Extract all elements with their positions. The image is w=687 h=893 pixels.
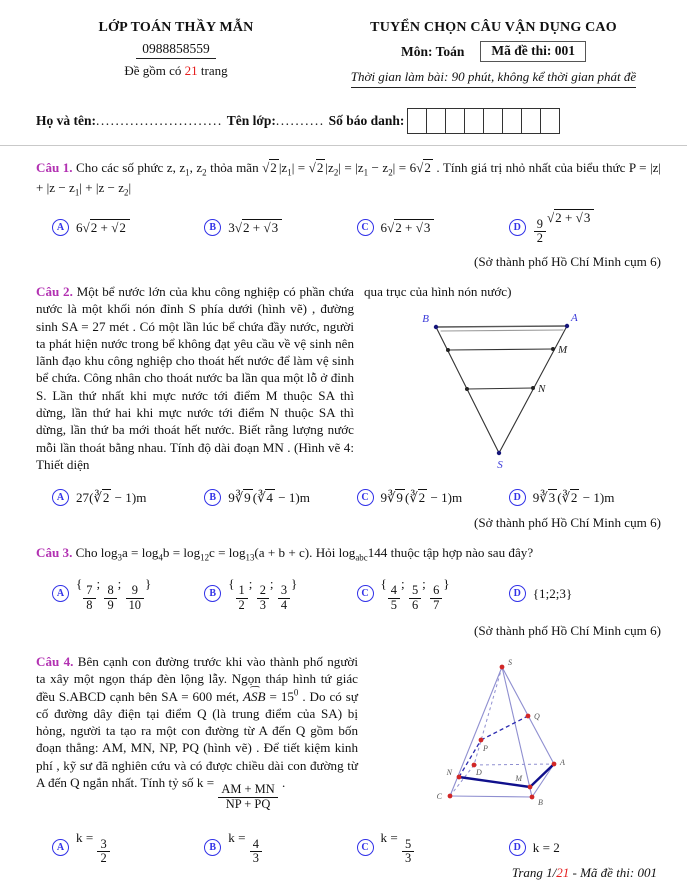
question-4-text-column bbox=[36, 653, 358, 817]
option-text: k = $\frac{5}{3}$ bbox=[381, 829, 416, 866]
page-count-prefix: Đề gồm có bbox=[124, 63, 185, 78]
option-letter: A bbox=[52, 219, 69, 236]
pyramid-label-D: D bbox=[476, 767, 482, 777]
cone-label-B: B bbox=[422, 313, 429, 326]
option-text: 6√2 + √3 bbox=[381, 219, 435, 236]
class-name: LỚP TOÁN THẦY MẪN bbox=[98, 20, 254, 35]
option-c[interactable] bbox=[357, 489, 509, 506]
class-fill-line[interactable]: .......... bbox=[275, 113, 325, 128]
id-box[interactable] bbox=[483, 108, 503, 134]
option-letter: D bbox=[509, 585, 526, 602]
pyramid-point-dots bbox=[448, 664, 557, 799]
option-letter: D bbox=[509, 839, 526, 856]
option-b[interactable] bbox=[204, 489, 356, 506]
page-footer bbox=[512, 865, 657, 881]
page-count-value: 21 bbox=[184, 63, 198, 78]
question-4-body: Bên cạnh con đường trước khi vào thành phố người ta xây một ngọn tháp đèn lộng lẫy. Ngọn tháp hình tứ giác đều S.ABCD cạnh bên SA = 600 mét, ⌢ ASB = $15^0$ . Do có sự cố đường dây điện tại điểm Q (là trung điểm của SA) bị hỏng, người ta tạo ra một con đường từ A đến Q gồm bốn đoạn thẳng: AM, MN, NP, PQ (hình vẽ) . Để tiết kiệm kinh phí , kỹ sư đã nghiên cứu và có được chiều dài con đường từ A đến Q ngắn nhất. Tính tỷ số k = $\frac{AM + MN}{NP + PQ}$ . bbox=[36, 654, 358, 790]
question-3-label: Câu 3. bbox=[36, 544, 73, 560]
page-count-note bbox=[26, 63, 326, 79]
page-count-suffix: trang bbox=[197, 63, 228, 78]
question-2-text-column bbox=[36, 283, 354, 480]
question-2-text bbox=[36, 283, 354, 473]
option-a[interactable] bbox=[52, 829, 204, 866]
footer-page-prefix: Trang 1/ bbox=[511, 865, 557, 880]
exam-code-box: Mã đề thi: 001 bbox=[480, 41, 586, 62]
question-3-body: Cho $\log_3a = \log_4b = \log_{12}c = \log_{13}(a + b + c)$. Hỏi $\log_{abc}144$ thuộc tập hợp nào sau đây? bbox=[75, 544, 534, 563]
cone-label-M: M bbox=[558, 344, 568, 357]
pyramid-label-M: M bbox=[515, 773, 522, 783]
cone-label-S: S bbox=[497, 459, 503, 472]
road-path-hidden bbox=[459, 716, 528, 777]
option-text: $\frac{9}{2}$ √2 + √3 bbox=[533, 209, 595, 246]
question-3-text bbox=[36, 544, 661, 564]
option-c[interactable] bbox=[357, 829, 509, 866]
option-b[interactable] bbox=[204, 829, 356, 866]
cone-labels bbox=[422, 312, 578, 471]
option-letter: B bbox=[204, 219, 221, 236]
question-2 bbox=[36, 283, 661, 531]
pyramid-label-P: P bbox=[483, 743, 488, 753]
edge-DA bbox=[474, 764, 554, 765]
question-4-text bbox=[36, 653, 358, 811]
option-b[interactable] bbox=[204, 575, 356, 612]
option-letter: C bbox=[357, 219, 374, 236]
cone-rim-line bbox=[436, 326, 567, 327]
option-d[interactable] bbox=[509, 489, 661, 506]
phone-number: 0988858559 bbox=[136, 41, 216, 59]
option-text: k = $\frac{4}{3}$ bbox=[228, 829, 263, 866]
cone-vertex-dots bbox=[434, 324, 569, 455]
question-2-label: Câu 2. bbox=[36, 284, 73, 300]
id-box[interactable] bbox=[407, 108, 427, 134]
section-divider bbox=[0, 145, 687, 146]
header-left bbox=[26, 20, 326, 88]
option-text: {1;2;3} bbox=[532, 586, 573, 602]
pyramid-label-A: A bbox=[560, 757, 565, 767]
option-letter: A bbox=[52, 839, 69, 856]
edge-BC bbox=[450, 796, 532, 797]
question-2-source: (Sở thành phố Hồ Chí Minh cụm 6) bbox=[474, 514, 661, 530]
id-box[interactable] bbox=[464, 108, 484, 134]
question-4-figure-column bbox=[368, 653, 661, 817]
question-2-body: Một bể nước lớn của khu công nghiệp có phần chứa nước là một khối nón đỉnh S phía dưới (hình vẽ) , đường sinh SA = 27 mét . Có một lần lúc bể chứa đầy nước, người ta phát hiện nước trong bể không đạt yêu cầu về vệ sinh nên lãnh đạo khu công nghiệp cho thoát hết nước để làm vệ sinh bể chứa. Công nhân cho thoát nước ba lần qua một lỗ ở đỉnh S. Lần thứ nhất khi mực nước tới điểm M thuộc SA thì dừng, lần thứ hai khi mực nước tới điểm N thuộc SA thì dừng, lần thứ ba mới thoát hết nước. Biết rằng lượng nước mỗi lần thoát bằng nhau. Tính độ dài đoạn MN . (Hình vẽ 4: Thiết diện bbox=[36, 284, 354, 472]
exam-title: TUYỂN CHỌN CÂU VẬN DỤNG CAO bbox=[370, 20, 617, 35]
water-level-M-line bbox=[448, 349, 553, 350]
pyramid-label-Q: Q bbox=[534, 711, 540, 721]
cone-label-A: A bbox=[571, 312, 578, 325]
option-letter: C bbox=[357, 585, 374, 602]
student-info-row bbox=[36, 108, 661, 134]
pyramid-hidden-edges bbox=[450, 667, 554, 796]
option-letter: B bbox=[204, 585, 221, 602]
pyramid-label-S: S bbox=[508, 657, 512, 667]
question-3-options bbox=[36, 575, 661, 612]
option-letter: B bbox=[204, 839, 221, 856]
option-text: { $\frac{1}{2}$ ; $\frac{2}{3}$ ; $\frac{3}{4}$ } bbox=[228, 576, 298, 612]
candidate-id-boxes[interactable] bbox=[408, 108, 560, 134]
question-1-body: Cho các số phức z, $z_1$, $z_2$ thỏa mãn √2 $|z_1| = √2$ $|z_2| = |z_1 - z_2| = 6√2$ . Tính giá trị nhỏ nhất của biểu thức $P = |z| + |z - z_1| + |z - z_2|$ bbox=[36, 160, 662, 198]
subject-row bbox=[326, 41, 661, 62]
candidate-id-label: Số báo danh: bbox=[328, 113, 405, 128]
option-c[interactable] bbox=[357, 219, 509, 236]
water-level-N-line bbox=[467, 388, 533, 389]
option-text: 9∛9 (∛2 − 1)m bbox=[380, 490, 463, 506]
question-1-label: Câu 1. bbox=[36, 160, 73, 175]
path-PQ bbox=[481, 716, 528, 740]
question-2-figure-column bbox=[364, 283, 661, 480]
pyramid-label-C: C bbox=[436, 791, 442, 801]
header bbox=[0, 0, 687, 88]
cone-cross-section-figure bbox=[392, 312, 632, 480]
time-note: Thời gian làm bài: 90 phút, không kể thời gian phát đề bbox=[351, 69, 636, 88]
option-d[interactable] bbox=[509, 585, 661, 602]
id-box[interactable] bbox=[540, 108, 560, 134]
name-label: Họ và tên: bbox=[36, 113, 96, 128]
option-a[interactable] bbox=[52, 219, 204, 236]
name-fill-line[interactable]: .......................... bbox=[96, 113, 223, 128]
pyramid-label-B: B bbox=[538, 797, 543, 807]
option-letter: A bbox=[52, 585, 69, 602]
cone-rim-inner-line bbox=[441, 330, 563, 331]
question-2-options bbox=[36, 489, 661, 506]
question-1-source: (Sở thành phố Hồ Chí Minh cụm 6) bbox=[474, 253, 661, 269]
option-text: { $\frac{7}{8}$ ; $\frac{8}{9}$ ; $\frac{9}{10}$ } bbox=[76, 576, 152, 612]
option-b[interactable] bbox=[204, 219, 356, 236]
option-text: k = $\frac{3}{2}$ bbox=[76, 829, 111, 866]
footer-page-total: 21 bbox=[556, 865, 570, 880]
option-d[interactable] bbox=[509, 209, 661, 246]
footer-exam-code: - Mã đề thi: 001 bbox=[569, 865, 657, 880]
option-letter: C bbox=[357, 489, 374, 506]
path-AM bbox=[530, 764, 554, 787]
id-box[interactable] bbox=[426, 108, 446, 134]
road-path-visible bbox=[459, 764, 554, 787]
class-label: Tên lớp: bbox=[226, 113, 276, 128]
option-text: 9∛3 (∛2 − 1)m bbox=[532, 490, 615, 506]
pyramid-labels bbox=[437, 658, 565, 807]
option-letter: D bbox=[509, 489, 526, 506]
option-c[interactable] bbox=[357, 575, 509, 612]
question-4 bbox=[36, 653, 661, 866]
question-2-text-continued: qua trục của hình nón nước) bbox=[364, 284, 512, 300]
id-box[interactable] bbox=[521, 108, 541, 134]
option-d[interactable] bbox=[509, 839, 661, 856]
cone-label-N: N bbox=[538, 383, 546, 396]
option-a[interactable] bbox=[52, 575, 204, 612]
question-4-label: Câu 4. bbox=[36, 653, 74, 669]
question-4-options bbox=[36, 829, 661, 866]
option-a[interactable] bbox=[52, 489, 204, 506]
pyramid-tower-figure bbox=[434, 655, 594, 817]
option-text: 6√2 + √2 bbox=[76, 219, 130, 236]
header-right bbox=[326, 20, 661, 88]
cone-edges bbox=[436, 326, 567, 453]
id-box[interactable] bbox=[445, 108, 465, 134]
edge-CD bbox=[450, 765, 474, 796]
edge-SD bbox=[474, 667, 502, 765]
subject-label: Môn: Toán bbox=[400, 43, 465, 59]
option-letter: D bbox=[509, 219, 526, 236]
question-1 bbox=[36, 159, 661, 270]
id-box[interactable] bbox=[502, 108, 522, 134]
option-letter: A bbox=[52, 489, 69, 506]
option-letter: C bbox=[357, 839, 374, 856]
question-3 bbox=[36, 544, 661, 640]
option-text: 27(∛2 − 1)m bbox=[76, 490, 147, 506]
question-2-columns bbox=[36, 283, 661, 480]
question-3-source: (Sở thành phố Hồ Chí Minh cụm 6) bbox=[474, 623, 661, 639]
option-text: 9∛9 (∛4 − 1)m bbox=[228, 490, 310, 506]
question-4-columns bbox=[36, 653, 661, 817]
option-text: 3√2 + √3 bbox=[228, 219, 282, 236]
question-1-text bbox=[36, 159, 661, 200]
option-letter: B bbox=[204, 489, 221, 506]
pyramid-label-N: N bbox=[446, 767, 452, 777]
option-text: k = 2 bbox=[532, 839, 560, 855]
question-1-options bbox=[36, 209, 661, 246]
option-text: { $\frac{4}{5}$ ; $\frac{5}{6}$ ; $\frac{6}{7}$ } bbox=[380, 576, 450, 612]
